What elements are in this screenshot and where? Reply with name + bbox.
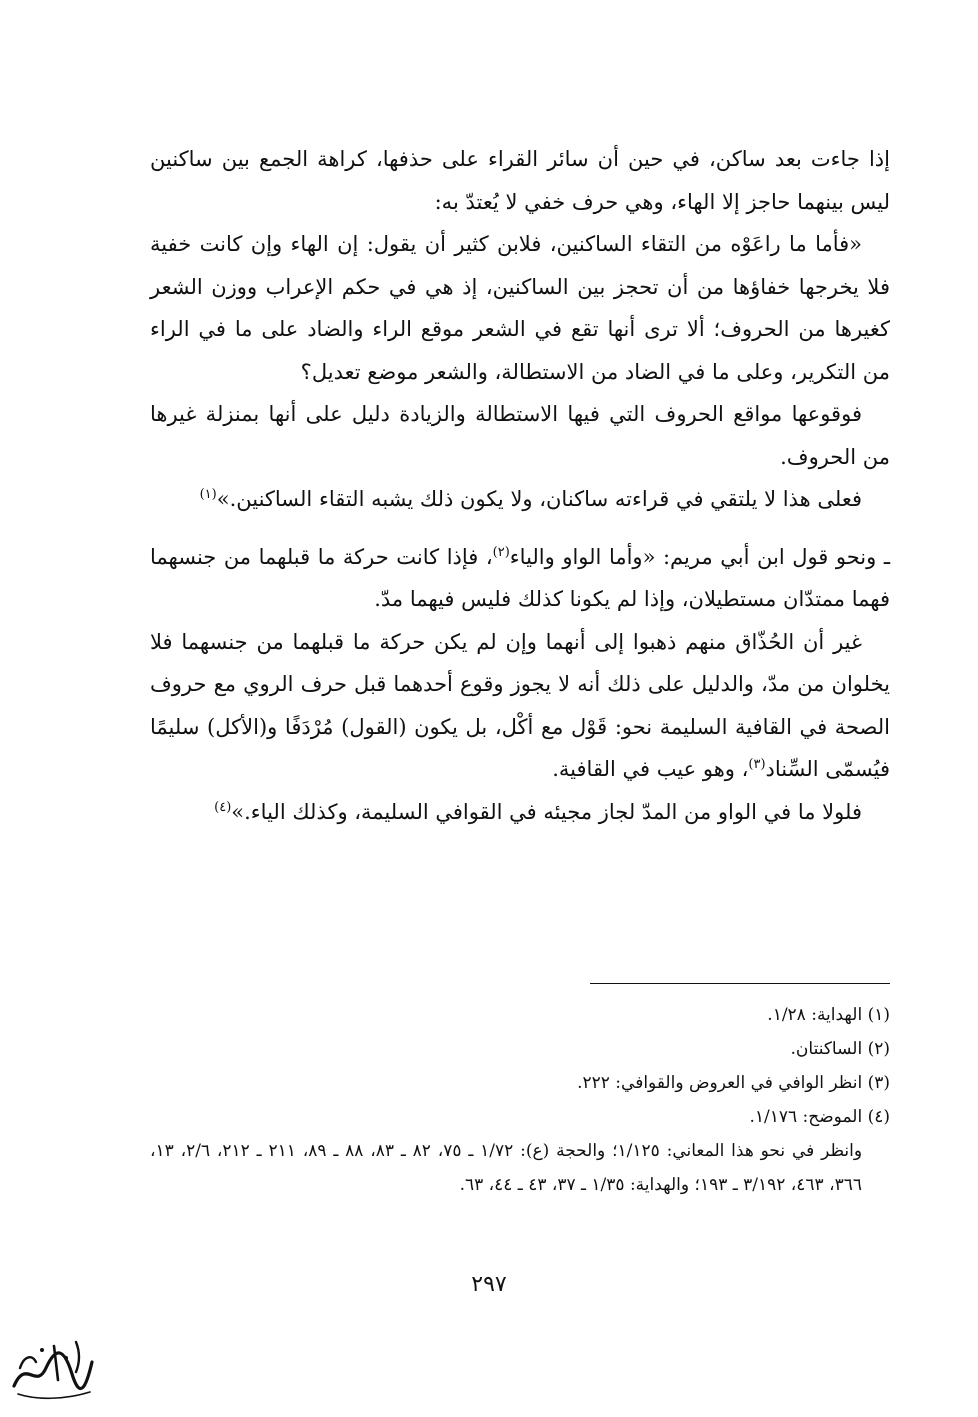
- footnote-1: (١) الهداية: ١/٢٨.: [767, 1005, 890, 1025]
- paragraph-6-text-b: ، وهو عيب في القافية.: [552, 757, 749, 781]
- paragraph-1-text: إذا جاءت بعد ساكن، في حين أن سائر القراء على حذفها، كراهة الجمع بين ساكنين ليس بينهما حاجز إلا الهاء، وهي حرف خفي لا يُعتدّ به:: [150, 147, 890, 214]
- main-text: [150, 138, 890, 833]
- footnotes: [150, 998, 890, 1202]
- paragraph-1: [150, 138, 890, 223]
- footnote-marker-3: (٣): [748, 757, 766, 772]
- paragraph-5-text-b: ، فإذا كانت حركة ما قبلهما من جنسهما فهما ممتدّان مستطيلان، وإذا لم يكونا كذلك فليس فيهما مدّ.: [150, 544, 890, 611]
- footnote-2: (٢) الساكنتان.: [790, 1039, 890, 1059]
- paragraph-5-text-a: ـ ونحو قول ابن أبي مريم: «وأما الواو والياء: [509, 544, 890, 569]
- footnote-4: (٤) الموضح: ١/١٧٦.: [749, 1107, 890, 1127]
- footnote-marker-2: (٢): [492, 544, 510, 560]
- paragraph-2-text: «فأما ما راعَوْه من التقاء الساكنين، فلابن كثير أن يقول: إن الهاء وإن كانت خفية فلا يخرجها خفاؤها من أن تحجز بين الساكنين، إذ هي في حكم الإعراب ووزن الشعر كغيرها من الحروف؛ ألا ترى أنها تقع في الشعر موقع الراء والضاد على ما في الراء من التكرير، وعلى ما في الضاد من الاستطالة، والشعر موضع تعديل؟: [150, 232, 890, 384]
- paragraph-3-text: فوقوعها مواقع الحروف التي فيها الاستطالة والزيادة دليل على أنها بمنزلة غيرها من الحروف.: [150, 402, 890, 469]
- paragraph-4-text: فعلى هذا لا يلتقي في قراءته ساكنان، ولا يكون ذلك يشبه التقاء الساكنين.»: [216, 487, 862, 511]
- footnote-marker-4: (٤): [214, 799, 232, 815]
- paragraph-6: [150, 621, 890, 791]
- paragraph-6-text-a: غير أن الحُذّاق منهم ذهبوا إلى أنهما وإن لم يكن حركة ما قبلهما من جنسهما فلا يخلوان من مدّ، والدليل على ذلك أنه لا يجوز وقوع أحدهما قبل حرف الروي مع حروف الصحة في القافية السليمة نحو: قَوْل مع أكْل، بل يكون (القول) مُرْدَفًا و(الأكل) سليمًا فيُسمّى السِّناد: [150, 629, 890, 781]
- paragraph-5: [150, 536, 890, 621]
- footnote-separator: [590, 983, 890, 984]
- footnote-4-references: وانظر في نحو هذا المعاني: ١/١٢٥؛ والحجة (ع): ١/٧٢ ـ ٧٥، ٨٢ ـ ٨٣، ٨٨ ـ ٨٩، ٢١١ ـ ٢١٢، ٢/٦، ١٣، ٣٦٦، ٤٦٣، ٣/١٩٢ ـ ١٩٣؛ والهداية: ١/٣٥ ـ ٣٧، ٤٣ ـ ٤٤، ٦٣.: [150, 1141, 863, 1195]
- page-number: ٢٩٧: [471, 1272, 507, 1297]
- paragraph-7-text: فلولا ما في الواو من المدّ لجاز مجيئه في القوافي السليمة، وكذلك الياء.»: [231, 799, 862, 824]
- footnote-marker-1: (١): [199, 487, 217, 502]
- paragraph-4: [150, 478, 890, 521]
- paragraph-3: [150, 393, 890, 478]
- footnote-3: (٣) انظر الوافي في العروض والقوافي: ٢٢٢.: [577, 1073, 890, 1093]
- paragraph-7: [150, 791, 890, 834]
- paragraph-2: [150, 223, 890, 393]
- stamp-logo: [6, 1328, 98, 1406]
